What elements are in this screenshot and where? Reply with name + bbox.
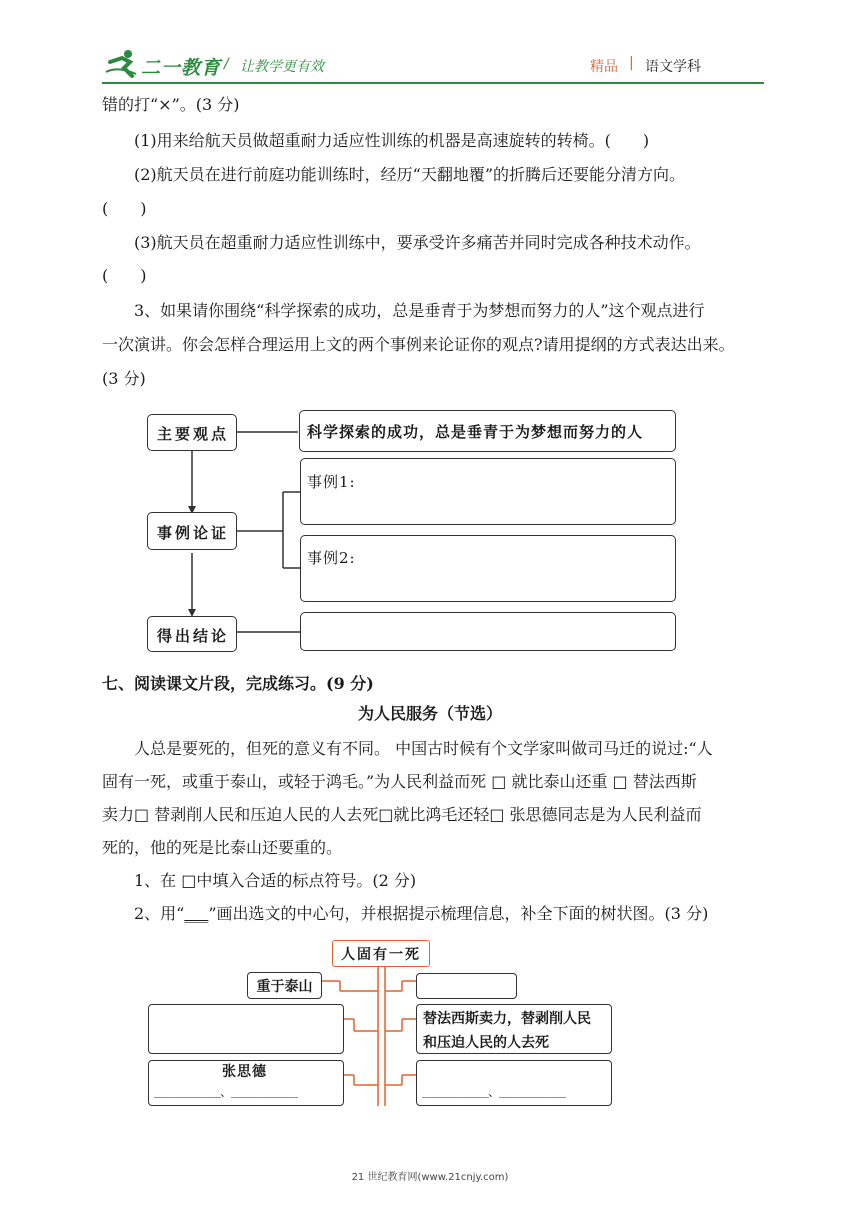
prompt-3-line1: 3、如果请你围绕“科学探索的成功，总是垂青于为梦想而努力的人”这个观点进行	[134, 301, 705, 320]
question-3: (3)航天员在超重耐力适应性训练中，要承受许多痛苦并同时完成各种技术动作。	[134, 233, 701, 252]
task-2-suffix: ”画出选文的中心句，并根据提示梳理信息，补全下面的树状图。(3 分)	[208, 904, 709, 923]
passage-line2: 固有一死，或重于泰山，或轻于鸿毛。”为人民利益而死 □ 就比泰山还重 □ 替法西斯	[102, 772, 697, 791]
evidence-label: 事例论证	[157, 524, 230, 542]
task-2-prefix: 2、用“	[134, 904, 185, 923]
section7-heading: 七、阅读课文片段，完成练习。(9 分)	[102, 674, 374, 693]
prompt-3-line2: 一次演讲。你会怎样合理运用上文的两个事例来论证你的观点?请用提纲的方式表达出来。	[102, 335, 735, 354]
header-separator: /	[224, 56, 229, 72]
example1-label: 事例1:	[307, 473, 356, 491]
question-3-answer: ( )	[102, 266, 147, 285]
tree-left3-label: 张思德	[222, 1064, 267, 1080]
tree-root-label: 人固有一死	[341, 947, 421, 963]
passage-line4: 死的，他的死是比泰山还要重的。	[102, 838, 343, 857]
intro-line: 错的打“×”。(3 分)	[102, 95, 240, 114]
tree-left2-box[interactable]	[148, 1004, 344, 1054]
tag-quality: 精品	[590, 59, 618, 75]
prompt-3-points: (3 分)	[102, 369, 146, 388]
passage-title: 为人民服务（节选）	[357, 704, 502, 723]
tree-right2-line2: 和压迫人民的人去死	[423, 1035, 549, 1051]
footer-text: 21 世纪教育网(www.21cnjy.com)	[351, 1172, 509, 1183]
underline-sample: ___	[184, 904, 209, 923]
tree-left3-blanks[interactable]: ＿＿＿＿＿＿、＿＿＿＿＿＿	[154, 1085, 298, 1099]
question-2: (2)航天员在进行前庭功能训练时，经历“天翻地覆”的折腾后还要能分清方向。	[134, 165, 686, 184]
tree-right2-line1: 替法西斯卖力，替剥削人民	[423, 1011, 591, 1027]
tree-right1-box[interactable]	[416, 973, 517, 999]
main-point-label: 主要观点	[157, 425, 230, 443]
tag-separator: |	[629, 55, 634, 71]
logo-text: 二一教育	[141, 57, 222, 79]
passage-line3: 卖力□ 替剥削人民和压迫人民的人去死□就比鸿毛还轻□ 张思德同志是为人民利益而	[102, 805, 702, 824]
task-1: 1、在 □中填入合适的标点符号。(2 分)	[134, 871, 417, 890]
question-2-answer: ( )	[102, 199, 147, 218]
example2-label: 事例2:	[307, 549, 356, 567]
tree-left1-label: 重于泰山	[256, 979, 313, 995]
tag-subject: 语文学科	[645, 59, 701, 75]
conclusion-label: 得出结论	[157, 627, 230, 645]
tree-right3-blanks[interactable]: ＿＿＿＿＿＿、＿＿＿＿＿＿	[422, 1085, 566, 1099]
passage-line1: 人总是要死的，但死的意义有不同。 中国古时候有个文学家叫做司马迁的说过:“人	[134, 739, 713, 758]
main-text: 科学探索的成功，总是垂青于为梦想而努力的人	[307, 423, 644, 441]
header-slogan: 让教学更有效	[240, 59, 324, 75]
question-1: (1)用来给航天员做超重耐力适应性训练的机器是高速旋转的转椅。( )	[134, 131, 650, 150]
